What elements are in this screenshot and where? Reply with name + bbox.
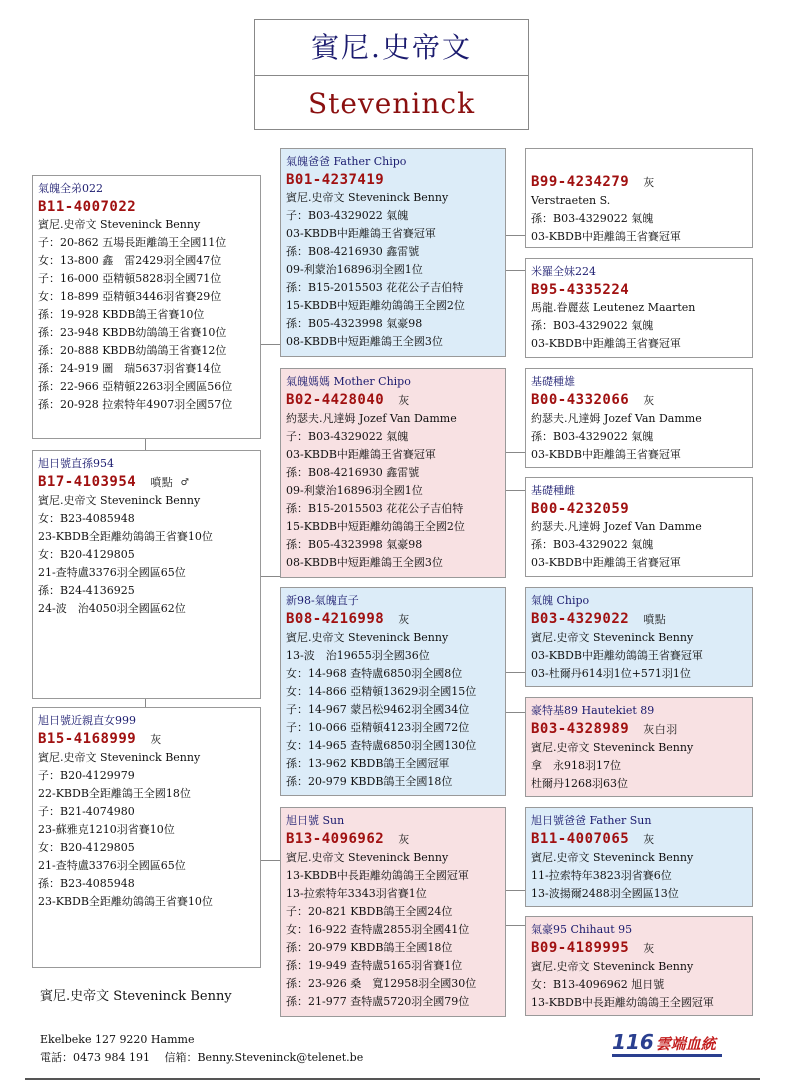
connector [145,698,146,707]
card-line: 孫：B03-4329022 氣魄 [531,430,654,443]
card-line: 13-KBDB中長距離幼鴿鴿王全國冠軍 [531,996,714,1009]
card-line: 賓尼.史帝文 Steveninck Benny [531,851,694,864]
breeder-name: 賓尼.史帝文 Steveninck Benny [40,989,232,1004]
card-line: 24-波 治4050羽全國區62位 [38,602,186,615]
card-line: 賓尼.史帝文 Steveninck Benny [38,218,201,231]
card-line: 拿 永918羽17位 [531,759,621,772]
card-line: 子：B03-4329022 氣魄 [286,430,409,443]
pigeon-color: 灰 [398,394,410,407]
card-line: 子：16-000 亞精頓5828羽全國71位 [38,272,222,285]
card-lines [38,216,255,414]
pigeon-color: 噴點 [643,613,667,626]
card-line: 女：B20-4129805 [38,548,135,561]
card-title: 氣魄媽媽 Mother Chipo [286,375,411,388]
card-line: 杜爾丹1268羽63位 [531,777,628,790]
card-line: 11-拉索特年3823羽省賽6位 [531,869,672,882]
ring-number: B00-4232059 [531,501,630,517]
card-line: 03-KBDB中距離鴿王省賽冠軍 [286,227,436,240]
ring-number: B11-4007065 灰 [531,831,655,847]
card-lines [531,629,747,683]
card-line: 女：B13-4096962 旭日號 [531,978,665,991]
card-line: 賓尼.史帝文 Steveninck Benny [286,631,449,644]
card-lines [286,849,500,1011]
card-line: 孫：B03-4329022 氣魄 [531,319,654,332]
pigeon-color: 灰 [398,833,410,846]
pigeon-card-mmc[interactable] [525,477,753,577]
card-line: 孫：B03-4329022 氣魄 [531,212,654,225]
card-lines [531,192,747,246]
card-line: 13-拉索特年3343羽省賽1位 [286,887,427,900]
pigeon-color: 灰 [643,394,655,407]
card-line: 賓尼.史帝文 Steveninck Benny [531,741,694,754]
card-lines [286,629,500,791]
ring-number: B99-4234279 灰 [531,174,655,190]
pigeon-color: 灰白羽 [643,723,678,736]
card-line: 子：20-821 KBDB鴿王全國24位 [286,905,453,918]
pigeon-color: 灰 [150,733,162,746]
card-line: 女：18-899 亞精頓3446羽省賽29位 [38,290,222,303]
male-symbol-icon: ♂ [181,475,189,489]
card-line: 09-利蒙治16896羽全國1位 [286,484,423,497]
card-title: 旭日號爸爸 Father Sun [531,814,652,827]
card-line: 03-杜爾丹614羽1位+571羽1位 [531,667,691,680]
card-line: 孫：B23-4085948 [38,877,135,890]
pigeon-color: 灰 [643,176,655,189]
card-line: 賓尼.史帝文 Steveninck Benny [531,960,694,973]
breeder-phone-email: 電話：0473 984 191 信箱：Benny.Steveninck@telenet.be [40,1051,364,1064]
card-line: 孫：B24-4136925 [38,584,135,597]
card-line: 孫：21-977 查特盧5720羽全國79位 [286,995,470,1008]
card-line: 孫：20-979 KBDB鴿王全國18位 [286,775,453,788]
card-line: 孫：B08-4216930 鑫雷號 [286,245,420,258]
card-lines [531,410,747,464]
pigeon-color: 噴點 [150,476,174,489]
ring-number: B15-4168999 灰 [38,731,162,747]
connector [505,712,525,713]
card-lines [38,492,255,618]
card-line: 子：10-066 亞精頓4123羽全國72位 [286,721,470,734]
owner-english-name: Steveninck [307,87,476,120]
card-line: 子：B20-4129979 [38,769,135,782]
card-line: 約瑟夫.凡達姆 Jozef Van Damme [531,520,702,533]
pigeon-card-sun[interactable] [280,807,506,1017]
card-line: 08-KBDB中短距離鴿王全國3位 [286,556,443,569]
card-line: 03-KBDB中距離鴿王省賽冠軍 [531,556,681,569]
card-line: 孫：B08-4216930 鑫雷號 [286,466,420,479]
connector [505,235,525,236]
pigeon-card-mfc[interactable] [525,258,753,358]
pigeon-color: 灰 [643,942,655,955]
card-title: 豪特基89 Hautekiet 89 [531,704,655,717]
logo-text: 雲端血統 [655,1035,716,1053]
card-line: 13-KBDB中長距離幼鴿鴿王全國冠軍 [286,869,469,882]
card-line: 女：B23-4085948 [38,512,135,525]
card-line: 03-KBDB中距離鴿王省賽冠軍 [531,230,681,243]
card-line: 21-查特盧3376羽全國區65位 [38,566,186,579]
pigeon-card-father-sun[interactable] [525,807,753,907]
card-line: 孫：20-979 KBDB鴿王全國18位 [286,941,453,954]
card-line: 03-KBDB中距離幼鴿鴿王省賽冠軍 [531,649,703,662]
card-lines [286,189,500,351]
card-line: 孫：20-928 拉索特年4907羽全國57位 [38,398,233,411]
card-line: 賓尼.史帝文 Steveninck Benny [38,494,201,507]
card-line: Verstraeten S. [531,194,611,207]
card-line: 賓尼.史帝文 Steveninck Benny [286,851,449,864]
card-lines [531,518,747,572]
card-line: 孫：23-948 KBDB幼鴿鴿王省賽10位 [38,326,227,339]
pigeon-card-fmc[interactable] [525,368,753,468]
pigeon-card-father-chipo[interactable] [280,148,506,357]
card-line: 子：B21-4074980 [38,805,135,818]
card-line: 孫：19-949 查特盧5165羽省賽1位 [286,959,463,972]
logo-number: 116 [612,1030,654,1054]
card-line: 女：16-922 查特盧2855羽全國41位 [286,923,470,936]
card-line: 03-KBDB中距離鴿王省賽冠軍 [531,448,681,461]
card-line: 23-KBDB全距離幼鴿鴿王省賽10位 [38,530,213,543]
pigeon-card-sire-brother[interactable] [32,175,261,439]
cloud-pedigree-logo [612,1030,716,1054]
card-line: 約瑟夫.凡達姆 Jozef Van Damme [286,412,457,425]
card-line: 21-查特盧3376羽全國區65位 [38,859,186,872]
card-title: 旭日號直孫954 [38,457,114,470]
pigeon-card-grandson-954[interactable] [32,450,261,699]
card-line: 孫：22-966 亞精頓2263羽全國區56位 [38,380,233,393]
card-line: 孫：B03-4329022 氣魄 [531,538,654,551]
connector [145,438,146,450]
connector [505,270,525,271]
pigeon-color: 灰 [398,613,410,626]
connector [505,452,525,453]
card-line: 約瑟夫.凡達姆 Jozef Van Damme [531,412,702,425]
pedigree-header [254,19,529,130]
bottom-divider [25,1078,760,1080]
card-line: 賓尼.史帝文 Steveninck Benny [531,631,694,644]
pigeon-card-ffc[interactable] [525,148,753,248]
card-line: 賓尼.史帝文 Steveninck Benny [38,751,201,764]
card-line: 女：13-800 鑫 雷2429羽全國47位 [38,254,222,267]
pigeon-card-new98[interactable] [280,587,506,796]
card-line: 15-KBDB中短距離幼鴿鴿王全國2位 [286,520,465,533]
connector [260,860,280,861]
card-line: 孫：B05-4323998 氣豪98 [286,538,423,551]
card-line: 女：14-965 查特盧6850羽全國130位 [286,739,477,752]
card-line: 女：14-968 查特盧6850羽全國8位 [286,667,463,680]
card-line: 女：14-866 亞精頓13629羽全國15位 [286,685,477,698]
card-line: 03-KBDB中距離鴿王省賽冠軍 [531,337,681,350]
ring-number: B08-4216998 灰 [286,611,410,627]
card-title: 基礎種雌 [531,484,575,497]
ring-number: B95-4335224 [531,282,630,298]
card-lines [531,958,747,1012]
ring-number: B09-4189995 灰 [531,940,655,956]
card-line: 23-蘇雅克1210羽省賽10位 [38,823,175,836]
connector [260,576,280,577]
card-line: 孫：13-962 KBDB鴿王全國冠軍 [286,757,450,770]
card-lines [286,410,500,572]
connector [505,672,525,673]
card-line: 子：20-862 五場長距離鴿王全國11位 [38,236,227,249]
card-line: 孫：B15-2015503 花花公子吉伯特 [286,502,464,515]
card-line: 孫：B15-2015503 花花公子吉伯特 [286,281,464,294]
card-line: 13-波 治19655羽全國36位 [286,649,430,662]
pigeon-card-hautekiet[interactable] [525,697,753,797]
card-line: 孫：B05-4323998 氣豪98 [286,317,423,330]
card-line: 22-KBDB全距離鴿王全國18位 [38,787,191,800]
card-title: 旭日號 Sun [286,814,345,827]
card-title: 氣魄爸爸 Father Chipo [286,155,407,168]
ring-number: B00-4332066 灰 [531,392,655,408]
pigeon-card-daughter-999[interactable] [32,707,261,968]
card-title: 氣豪95 Chihaut 95 [531,923,633,936]
card-line: 子：14-967 蒙呂松9462羽全國34位 [286,703,470,716]
card-title: 基礎種雄 [531,375,575,388]
card-title: 旭日號近親直女999 [38,714,136,727]
card-line: 15-KBDB中短距離幼鴿鴿王全國2位 [286,299,465,312]
pigeon-card-mother-chipo[interactable] [280,368,506,578]
card-title: 新98-氣魄直子 [286,594,359,607]
card-line: 03-KBDB中距離鴿王省賽冠軍 [286,448,436,461]
card-lines [531,739,747,793]
pigeon-card-chipo[interactable] [525,587,753,687]
card-line: 08-KBDB中短距離鴿王全國3位 [286,335,443,348]
ring-number: B11-4007022 [38,199,137,215]
card-line: 賓尼.史帝文 Steveninck Benny [286,191,449,204]
card-title: 氣魄 Chipo [531,594,590,607]
ring-number: B01-4237419 [286,172,385,188]
breeder-contact [40,1031,363,1067]
card-line: 13-波揚爾2488羽全國區13位 [531,887,679,900]
card-line: 馬龍.眷麗茲 Leutenez Maarten [531,301,696,314]
card-line: 孫：24-919 圖 瑞5637羽省賽14位 [38,362,222,375]
ring-number: B13-4096962 灰 [286,831,410,847]
card-line: 孫：20-888 KBDB幼鴿鴿王省賽12位 [38,344,227,357]
ring-number: B02-4428040 灰 [286,392,410,408]
card-line: 孫：23-926 桑 寬12958羽全國30位 [286,977,477,990]
connector [505,925,525,926]
connector [505,490,525,491]
card-line: 23-KBDB全距離幼鴿鴿王省賽10位 [38,895,213,908]
owner-chinese-name: 賓尼.史帝文 [255,20,528,76]
card-line: 孫：19-928 KBDB鴿王省賽10位 [38,308,205,321]
card-title: 氣魄全弟022 [38,182,103,195]
pigeon-card-chihaut[interactable] [525,916,753,1016]
connector [505,890,525,891]
card-line: 子：B03-4329022 氣魄 [286,209,409,222]
ring-number: B03-4329022 噴點 [531,611,667,627]
ring-number: B03-4328989 灰白羽 [531,721,678,737]
ring-number: B17-4103954 噴點 ♂ [38,474,189,490]
breeder-address: Ekelbeke 127 9220 Hamme [40,1033,195,1046]
card-line: 女：B20-4129805 [38,841,135,854]
card-line: 09-利蒙治16896羽全國1位 [286,263,423,276]
connector [260,344,280,345]
card-title: 米羅全妹224 [531,265,596,278]
card-lines [531,299,747,353]
card-lines [531,849,747,903]
pigeon-color: 灰 [643,833,655,846]
card-lines [38,749,255,911]
